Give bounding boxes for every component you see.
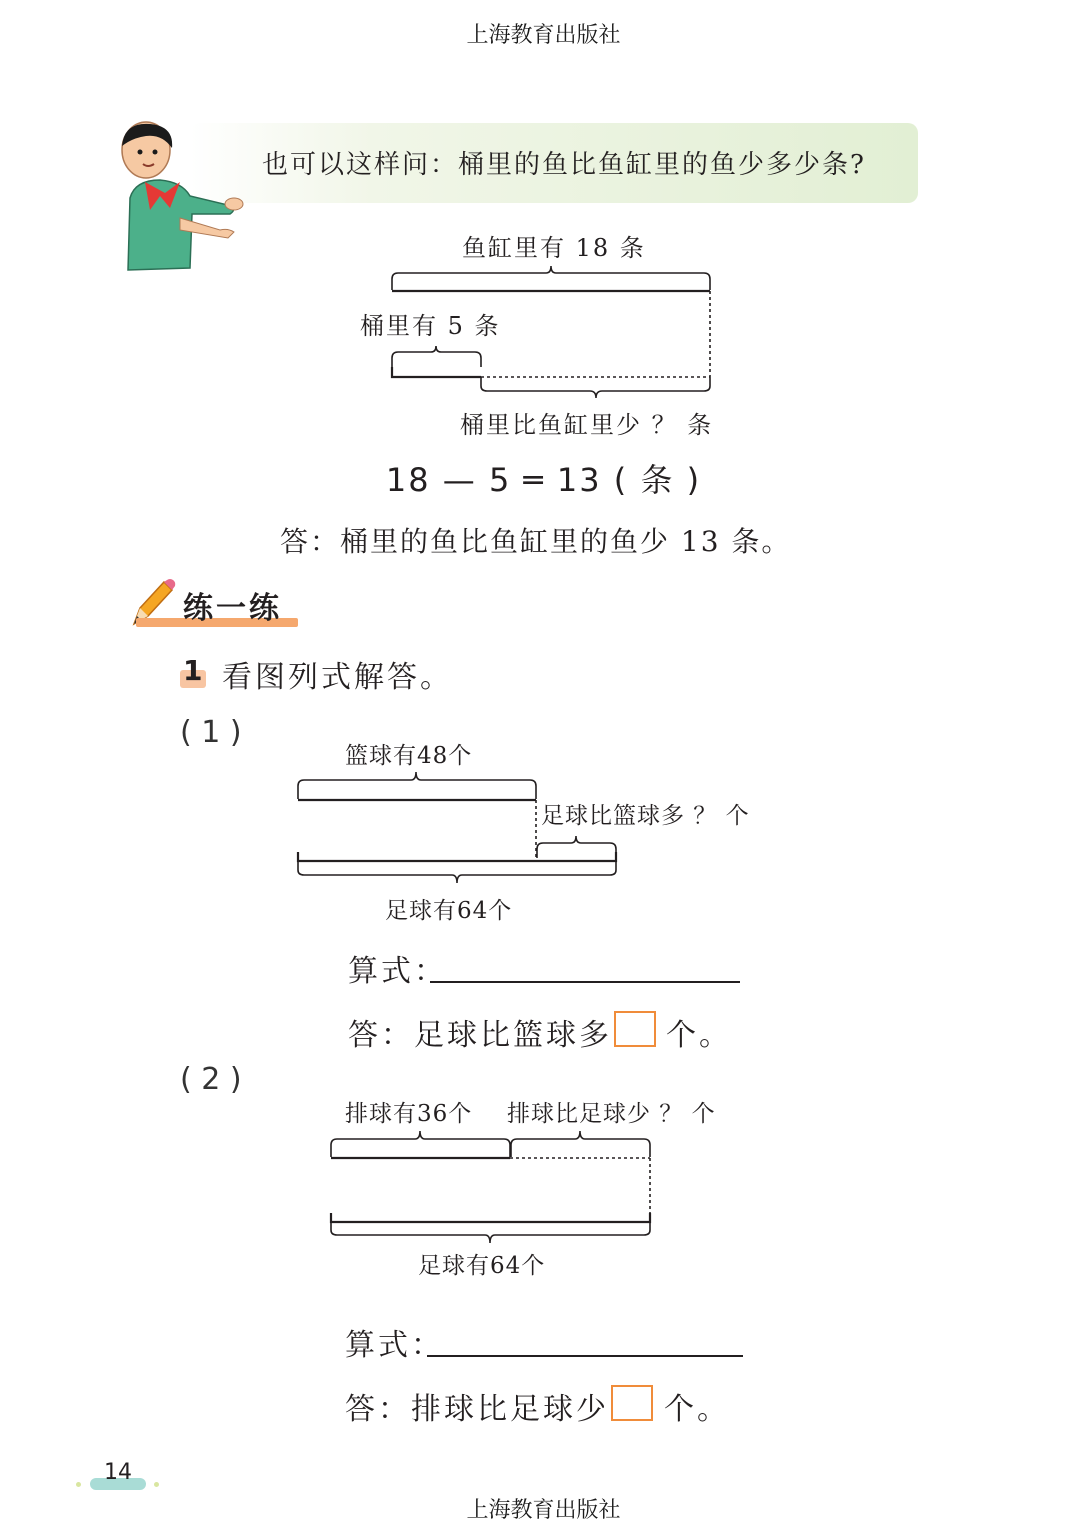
- part1-basketball-label: 篮球有48个: [345, 743, 473, 769]
- exercise-number: 1: [183, 654, 203, 687]
- part2-formula-input[interactable]: [427, 1355, 743, 1357]
- part2-answer-prefix: 答：排球比足球少: [345, 1392, 609, 1427]
- part1-question-label: 足球比篮球多 ？ 个: [541, 803, 750, 829]
- part1-football-label: 足球有64个: [385, 898, 513, 924]
- exercise-title: 看图列式解答。: [222, 660, 453, 695]
- example-answer: 答：桶里的鱼比鱼缸里的鱼少 13 条。: [280, 525, 792, 558]
- part2-answer-suffix: 个。: [664, 1392, 730, 1427]
- part2-formula-label: 算式：: [345, 1328, 444, 1363]
- label-difference: 桶里比鱼缸里少 ？ 条: [460, 411, 714, 439]
- label-tank: 鱼缸里有 18 条: [462, 234, 646, 262]
- header-publisher: 上海教育出版社: [466, 23, 621, 48]
- part2-question-label: 排球比足球少 ？ 个: [507, 1101, 716, 1127]
- decor-dot: [154, 1482, 159, 1487]
- speech-text: 也可以这样问：桶里的鱼比鱼缸里的鱼少多少条?: [262, 150, 866, 180]
- part2-answer-box[interactable]: [611, 1385, 653, 1421]
- page-number: 14: [104, 1460, 132, 1485]
- section-title: 练一练: [183, 591, 282, 626]
- part2-volleyball-label: 排球有36个: [345, 1101, 473, 1127]
- label-bucket: 桶里有 5 条: [360, 312, 501, 340]
- footer-publisher: 上海教育出版社: [466, 1498, 621, 1523]
- part1-answer-suffix: 个。: [666, 1018, 732, 1053]
- example-equation: 18 — 5 ═ 13 ( 条 ): [385, 461, 702, 499]
- part2-label: ( 2 ): [180, 1062, 242, 1097]
- decor-dot: [76, 1482, 81, 1487]
- part2-football-label: 足球有64个: [418, 1253, 546, 1279]
- part1-label: ( 1 ): [180, 715, 242, 750]
- part1-answer-prefix: 答：足球比篮球多: [348, 1018, 612, 1053]
- part1-formula-label: 算式：: [348, 954, 447, 989]
